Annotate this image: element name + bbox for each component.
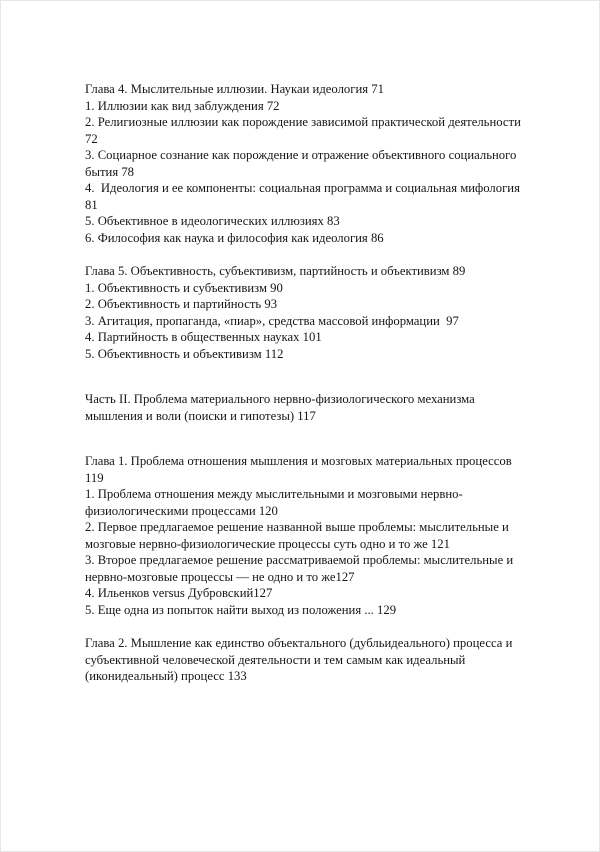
toc-chapter-heading: Глава 5. Объективность, субъективизм, партийность и объективизм 89 [85, 264, 466, 278]
toc-chapter-heading: Глава 2. Мышление как единство объектального (дубльидеального) процесса и субъективной человеческой деятельности и тем самым как идеальный (иконидеальный) процесс 133 [85, 636, 516, 683]
toc-entry: 4. Идеология и ее компоненты: социальная программа и социальная мифология 81 [85, 181, 524, 212]
toc-chapter-heading: Глава 1. Проблема отношения мышления и мозговых материальных процессов 119 [85, 454, 515, 485]
toc-entry: 2. Религиозные иллюзии как порождение зависимой практической деятельности 72 [85, 115, 525, 146]
toc-entry: 3. Второе предлагаемое решение рассматриваемой проблемы: мыслительные и нервно-мозговые процессы — не одно и то же127 [85, 553, 517, 584]
toc-entry: 5. Объективность и объективизм 112 [85, 346, 284, 361]
toc-part-heading: Часть II. Проблема материального нервно-физиологического механизма мышления и воли (поиски и гипотезы) 117 [85, 392, 478, 423]
toc-entry: 2. Объективность и партийность 93 [85, 297, 278, 311]
toc-entry: 4. Ильенков versus Дубровский127 [85, 586, 273, 600]
toc-entry: 4. Партийность в общественных науках 101 [85, 330, 322, 344]
toc-entry: 3. Социарное сознание как порождение и отражение объективного социального бытия 78 [85, 148, 520, 179]
toc-entry: 3. Агитация, пропаганда, «пиар», средства массовой информации 97 [85, 313, 459, 328]
table-of-contents [85, 81, 523, 685]
toc-entry: 1. Иллюзии как вид заблуждения 72 [85, 98, 280, 113]
toc-entry: 5. Еще одна из попыток найти выход из положения ... 129 [85, 602, 397, 617]
toc-entry: 6. Философия как наука и философия как идеология 86 [85, 230, 384, 245]
toc-entry: 2. Первое предлагаемое решение названной выше проблемы: мыслительные и мозговые нервно-физиологические процессы суть одно и то же 121 [85, 520, 512, 551]
toc-entry: 1. Проблема отношения между мыслительными и мозговыми нервно-физиологическими процессами 120 [85, 487, 463, 518]
toc-entry: 5. Объективное в идеологических иллюзиях 83 [85, 214, 340, 228]
toc-entry: 1. Объективность и субъективизм 90 [85, 280, 283, 295]
toc-chapter-heading: Глава 4. Мыслительные иллюзии. Наукаи идеология 71 [85, 82, 384, 96]
